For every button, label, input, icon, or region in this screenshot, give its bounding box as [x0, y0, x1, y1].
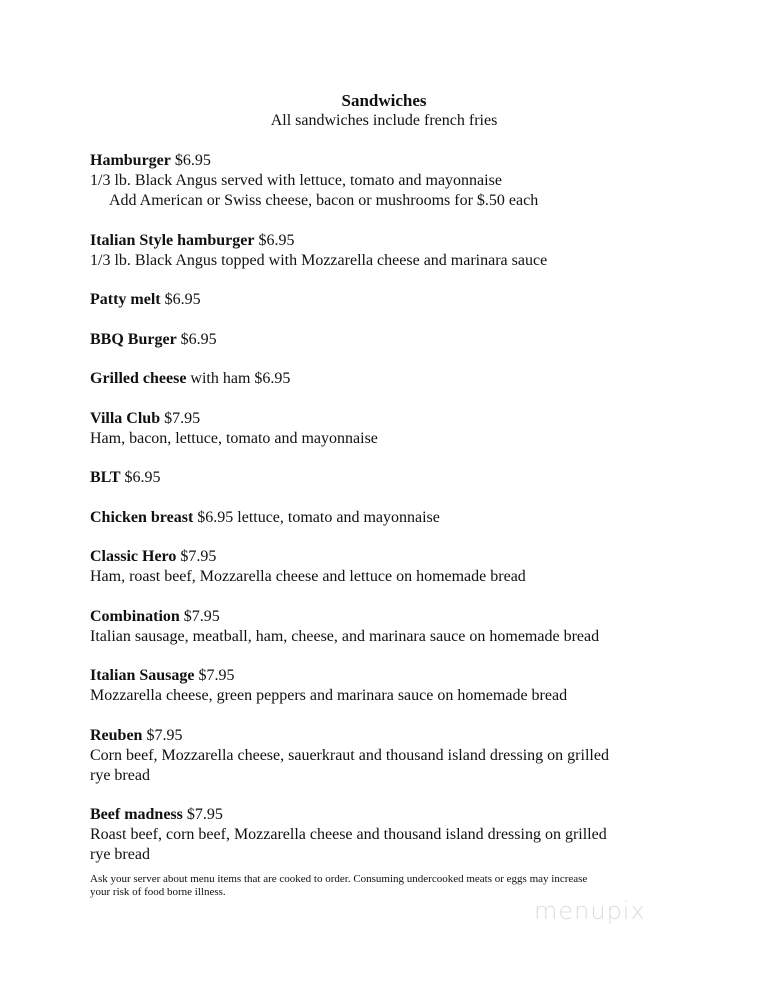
item-description: Ham, roast beef, Mozzarella cheese and lettuce on homemade bread: [90, 568, 526, 585]
item-name: Italian Sausage: [90, 667, 195, 684]
item-price: $7.95: [198, 667, 235, 684]
menu-item-blt: [90, 468, 690, 488]
item-price: $6.95: [174, 152, 211, 169]
menupix-watermark: menupix: [534, 897, 646, 925]
item-description: Roast beef, corn beef, Mozzarella cheese and thousand island dressing on grilled: [90, 826, 607, 843]
item-name: BBQ Burger: [90, 330, 177, 348]
item-name: Chicken breast: [90, 508, 194, 526]
item-name: Patty melt: [90, 291, 161, 308]
item-name: Classic Hero: [90, 548, 177, 565]
menu-item-beef-madness: [90, 805, 690, 865]
item-description: 1/3 lb. Black Angus topped with Mozzarella cheese and marinara sauce: [90, 251, 548, 269]
menu-item-villa-club: [90, 409, 690, 449]
section-subtitle: All sandwiches include french fries: [270, 112, 498, 129]
item-price: $6.95: [258, 231, 295, 249]
item-price: $6.95: [180, 330, 217, 348]
disclaimer-line: your risk of food borne illness.: [90, 886, 226, 898]
item-name: BLT: [90, 469, 121, 486]
item-description-continued: rye bread: [90, 766, 150, 784]
menu-item-patty-melt: [90, 290, 690, 310]
menu-item-grilled-cheese: [90, 369, 690, 389]
item-description: Ham, bacon, lettuce, tomato and mayonnaise: [90, 429, 378, 447]
item-name: Hamburger: [90, 152, 171, 169]
menu-header: [0, 91, 768, 131]
item-price: $7.95: [146, 726, 183, 744]
item-price: $7.95: [164, 409, 201, 427]
menu-item-chicken-breast: [90, 508, 690, 528]
section-title: Sandwiches: [341, 91, 427, 110]
menu-item-reuben: [90, 726, 690, 786]
item-name: Beef madness: [90, 806, 183, 823]
item-name: Grilled cheese: [90, 370, 187, 387]
item-description: Mozzarella cheese, green peppers and marinara sauce on homemade bread: [90, 687, 568, 704]
item-price: $6.95: [164, 291, 201, 308]
menu-items-list: [90, 151, 690, 885]
item-price: $6.95: [124, 469, 161, 486]
item-name: Italian Style hamburger: [90, 231, 255, 249]
food-safety-disclaimer: [90, 873, 690, 899]
item-name: Villa Club: [90, 409, 161, 427]
item-price: $7.95: [183, 607, 220, 625]
menu-item-hamburger: [90, 151, 690, 211]
item-description-continued: rye bread: [90, 846, 150, 863]
item-price: $7.95: [180, 548, 217, 565]
item-inline-note: lettuce, tomato and mayonnaise: [237, 508, 440, 526]
item-name: Combination: [90, 607, 180, 625]
item-price: $7.95: [186, 806, 223, 823]
disclaimer-line: Ask your server about menu items that are cooked to order. Consuming undercooked meats or eggs may increase: [90, 873, 588, 885]
menu-item-bbq-burger: [90, 330, 690, 350]
menu-item-italian-style-hamburger: [90, 231, 690, 271]
item-name: Reuben: [90, 726, 143, 744]
item-description: Italian sausage, meatball, ham, cheese, and marinara sauce on homemade bread: [90, 627, 600, 645]
menu-item-classic-hero: [90, 547, 690, 587]
item-price: $6.95: [197, 508, 234, 526]
item-description: Corn beef, Mozzarella cheese, sauerkraut and thousand island dressing on grilled: [90, 746, 609, 764]
item-inline-note: with ham $6.95: [190, 370, 291, 387]
item-description: 1/3 lb. Black Angus served with lettuce, tomato and mayonnaise: [90, 172, 502, 189]
menu-item-combination: [90, 607, 690, 647]
item-addon-note: Add American or Swiss cheese, bacon or mushrooms for $.50 each: [109, 192, 539, 209]
menu-item-italian-sausage: [90, 666, 690, 706]
